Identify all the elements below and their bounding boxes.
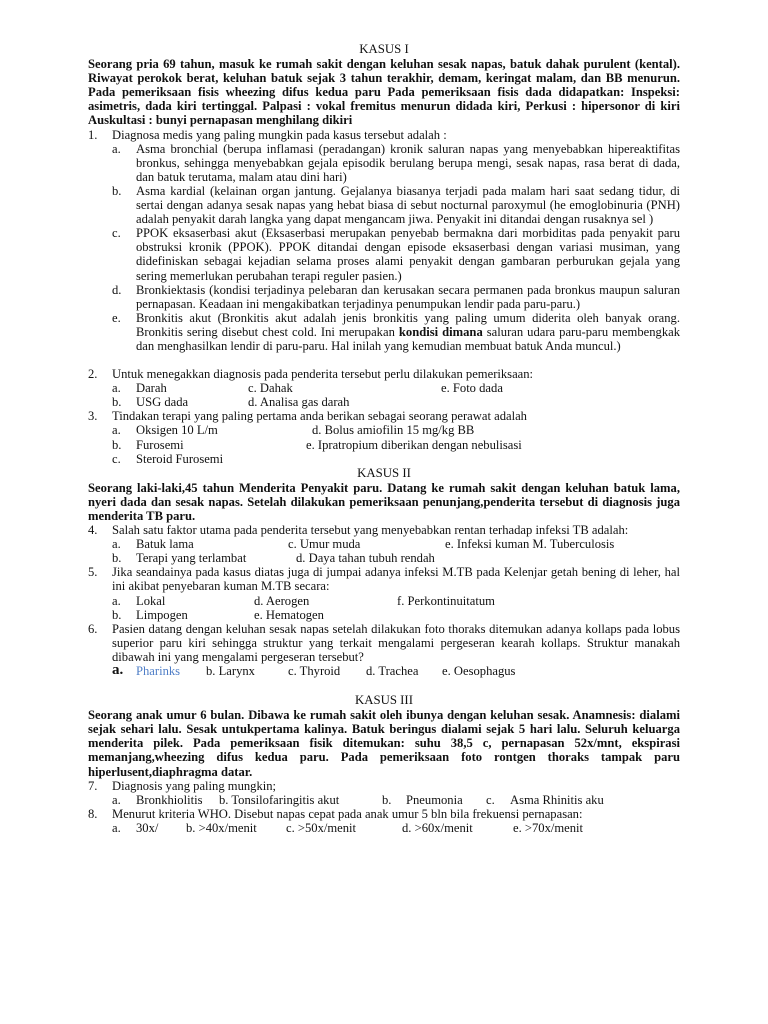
question-2: 2. Untuk menegakkan diagnosis pada penderita tersebut perlu dilakukan pemeriksaan: [88,367,680,381]
option-e: e. >70x/menit [513,820,584,835]
option-d: d. Analisa gas darah [248,395,350,410]
options-row: a. Pharinks b. Larynx c. Thyroid d. Trachea e. Oesophagus [112,662,516,679]
option-b: b. >40x/menit [186,820,257,835]
option-b: Terapi yang terlambat [136,551,247,566]
kasus-2-title: KASUS II [357,465,411,480]
option-a: Darah [136,381,167,396]
option-text: Bronkitis akut (Bronkitis akut adalah jenis bronkitis yang paling umum diderita oleh banyak orang. Bronkitis sering disebut chest cold. Ini merupakan kondisi dimana saluran udara paru-paru membengkak dan menghasilkan lendir di paru-paru. Hal inilah yang kemudian membuat batuk Anda muncul.) [136,310,680,353]
option-c: c. Thyroid [288,664,341,679]
options-row: b. Limpogen e. Hematogen [112,607,324,622]
question-8: 8. Menurut kriteria WHO. Disebut napas cepat pada anak umur 5 bln bila frekuensi pernapasan: [88,807,680,821]
option-d: d. Trachea [366,664,419,679]
option-text: Bronkiektasis (kondisi terjadinya pelebaran dan kerusakan secara permanen pada bronkus maupun saluran pernapasan. Keadaan ini mengakibatkan terjadinya penumpukan lendir pada paru-paru.) [136,282,680,311]
option-b: b. Larynx [206,664,255,679]
question-text: Tindakan terapi yang paling pertama anda berikan sebagai seorang perawat adalah [112,409,527,424]
question-1 [88,128,680,142]
question-5: 5. Jika seandainya pada kasus diatas juga di jumpai adanya infeksi M.TB pada Kelenjar getah bening di leher, hal ini akibat penyebaran kuman M.TB secara: [88,565,680,594]
question-text: Untuk menegakkan diagnosis pada penderita tersebut perlu dilakukan pemeriksaan: [112,367,534,382]
option-b2: Pneumonia [406,792,463,807]
kasus-1-title: KASUS I [359,42,409,56]
question-4: 4. Salah satu faktor utama pada penderita tersebut yang menyebabkan rentan terhadap infeksi TB adalah: [88,523,680,537]
option-a: Oksigen 10 L/m [136,423,218,438]
kasus-3-intro: Seorang anak umur 6 bulan. Dibawa ke rumah sakit oleh ibunya dengan keluhan sesak. Anamnesis: dialami sejak sehari lalu. Sesak untukpertama kalinya. Batuk beringus dialami sejak 5 hari lalu. Seluruh keluarga menderita pilek. Pada pemeriksaan fisik ditemukan: suhu 38,5 c, pernapasan 52x/mnt, ekspirasi memanjang,wheezing difus kedua paru. Pada pemeriksaan foto rontgen thoraks tampak paru hiperlusent,diaphragma datar. [88,708,680,779]
option-c: Steroid Furosemi [136,451,224,466]
options-row: a. Batuk lama c. Umur muda e. Infeksi kuman M. Tuberculosis [112,537,615,552]
document-page [88,42,680,835]
option-f: f. Perkontinuitatum [397,593,495,608]
options-row: a. Bronkhiolitis b. Tonsilofaringitis akut b. Pneumonia c. Asma Rhinitis aku [112,792,604,807]
question-text: Diagnosis yang paling mungkin; [112,778,277,793]
option-e: e. Infeksi kuman M. Tuberculosis [445,537,615,552]
option-c: c. >50x/menit [286,820,357,835]
question-6: 6. Pasien datang dengan keluhan sesak napas setelah dilakukan foto thoraks ditemukan adanya kollaps pada lobus superior paru kiri sehingga struktur yang terkait mengalami pergeseran kearah kollaps. Struktur manakah dibawah ini yang mengalami pergeseran tersebut? [88,621,680,664]
option-d: d. Aerogen [254,593,310,608]
question-text: Menurut kriteria WHO. Disebut napas cepat pada anak umur 5 bln bila frekuensi pernapasan: [112,806,583,821]
option-text: PPOK eksaserbasi akut (Eksaserbasi merupakan penyebab bermakna dari morbiditas pada penyakit paru obstruksi kronik (PPOK). PPOK ditandai dengan episode eksaserbasi dengan variasi musiman, yang didefiniskan sebagai kejadian selama proses alami penyakit dengan gambaran perburukan gejala yang sering memerlukan perubahan terapi reguler pasien.) [136,226,680,283]
option-e: e. Hematogen [254,607,324,622]
option-a: Pharinks [136,664,181,679]
question-text: Pasien datang dengan keluhan sesak napas setelah dilakukan foto thoraks ditemukan adanya kollaps pada lobus superior paru kiri sehingga struktur yang terkait mengalami pergeseran kearah kollaps. Struktur manakah dibawah ini yang mengalami pergeseran tersebut? [112,621,680,664]
option-a: Lokal [136,593,166,608]
option-1e: e. Bronkitis akut (Bronkitis akut adalah jenis bronkitis yang paling umum diderita oleh banyak orang. Bronkitis sering disebut chest cold. Ini merupakan kondisi dimana saluran udara paru-paru membengkak dan menghasilkan lendir di paru-paru. Hal inilah yang kemudian membuat batuk Anda muncul.) [112,310,680,353]
option-b: Limpogen [136,607,188,622]
options-row: b. Furosemi e. Ipratropium diberikan dengan nebulisasi [112,437,522,452]
option-e: e. Foto dada [441,381,503,396]
option-a: Bronkhiolitis [136,792,203,807]
options-row: c. Steroid Furosemi [112,451,224,466]
question-text: Jika seandainya pada kasus diatas juga di jumpai adanya infeksi M.TB pada Kelenjar getah bening di leher, hal ini akibat penyebaran kuman M.TB secara: [112,565,680,594]
option-e: e. Ipratropium diberikan dengan nebulisasi [306,437,522,452]
option-1c: c. PPOK eksaserbasi akut (Eksaserbasi merupakan penyebab bermakna dari morbiditas pada penyakit paru obstruksi kronik (PPOK). PPOK ditandai dengan episode eksaserbasi dengan variasi musiman, yang didefiniskan sebagai kejadian selama proses alami penyakit dengan gambaran perburukan gejala yang sering memerlukan perubahan terapi reguler pasien.) [112,226,680,283]
question-7: 7. Diagnosis yang paling mungkin; [88,779,680,793]
option-a: Batuk lama [136,537,194,552]
options-row: a. 30x/ b. >40x/menit c. >50x/menit d. >60x/menit e. >70x/menit [112,820,584,835]
options-row: b. USG dada d. Analisa gas darah [112,395,350,410]
option-c: Asma Rhinitis aku [510,792,604,807]
option-text: Asma kardial (kelainan organ jantung. Gejalanya biasanya terjadi pada malam hari saat sedang tidur, di sertai dengan adanya sesak napas yang hebat biasa di sebut nocturnal paroxymul (he emoglobinuria (PNH) adalah penyakit darah langka yang dapat mengancam jiwa. Penyakit ini ditandai dengan rusaknya sel ) [136,183,680,227]
option-b: b. Tonsilofaringitis akut [219,792,340,807]
option-a: 30x/ [136,820,159,835]
option-b: Furosemi [136,437,184,452]
kasus-2-intro: Seorang laki-laki,45 tahun Menderita Penyakit paru. Datang ke rumah sakit dengan keluhan batuk lama, nyeri dada dan sesak napas. Setelah dilakukan pemeriksaan penunjang,penderita tersebut di diagnosis juga menderita TB paru. [88,480,680,523]
question-3: 3. Tindakan terapi yang paling pertama anda berikan sebagai seorang perawat adalah [88,409,680,423]
options-row: a. Darah c. Dahak e. Foto dada [112,381,503,396]
option-d: d. Daya tahan tubuh rendah [296,551,435,566]
options-row: b. Terapi yang terlambat d. Daya tahan tubuh rendah [112,551,435,566]
question-text: Diagnosa medis yang paling mungkin pada kasus tersebut adalah : [112,127,447,142]
kasus-1-intro: Seorang pria 69 tahun, masuk ke rumah sakit dengan keluhan sesak napas, batuk dahak purulent (kental). Riwayat perokok berat, keluhan batuk sejak 3 tahun terakhir, demam, keringat malam, dan BB menurun. Pada pemeriksaan fisis wheezing difus kedua paru Pada pemeriksaan fisis dada didapatkan: Inspeksi: asimetris, dada kiri tertinggal. Palpasi : vokal fremitus menurun didada kiri, Perkusi : hipersonor di kiri Auskultasi : bunyi pernapasan menghilang dikiri [88,57,680,128]
option-1b: b. Asma kardial (kelainan organ jantung. Gejalanya biasanya terjadi pada malam hari saat sedang tidur, di sertai dengan adanya sesak napas yang hebat biasa di sebut nocturnal paroxymul (he emoglobinuria (PNH) adalah penyakit darah langka yang dapat mengancam jiwa. Penyakit ini ditandai dengan rusaknya sel ) [112,183,680,227]
option-e: e. Oesophagus [442,664,516,679]
option-d: d. >60x/menit [402,820,473,835]
kasus-3-title: KASUS III [355,693,413,708]
option-d: d. Bolus amiofilin 15 mg/kg BB [312,423,475,438]
option-1d: d. Bronkiektasis (kondisi terjadinya pelebaran dan kerusakan secara permanen pada bronkus maupun saluran pernapasan. Keadaan ini mengakibatkan terjadinya penumpukan lendir pada paru-paru.) [112,282,680,311]
options-row: a. Lokal d. Aerogen f. Perkontinuitatum [112,593,495,608]
option-c: c. Dahak [248,381,293,396]
option-text: Asma bronchial (berupa inflamasi (peradangan) kronik saluran napas yang menyebabkan hipereaktifitas bronkus, sehingga menyebabkan gejala episodik berulang berupa mengi, sesak napas, rasa berat di dada, dan batuk terutama, malam atau dini hari) [136,141,680,184]
options-row: a. Oksigen 10 L/m d. Bolus amiofilin 15 mg/kg BB [112,423,475,438]
question-number: 1. [88,127,98,142]
option-c: c. Umur muda [288,537,361,552]
question-text: Salah satu faktor utama pada penderita tersebut yang menyebabkan rentan terhadap infeksi TB adalah: [112,523,629,538]
option-1a: a. Asma bronchial (berupa inflamasi (peradangan) kronik saluran napas yang menyebabkan hipereaktifitas bronkus, sehingga menyebabkan gejala episodik berulang berupa mengi, sesak napas, rasa berat di dada, dan batuk terutama, malam atau dini hari) [112,141,680,184]
bold-phrase: kondisi dimana [398,324,483,339]
option-b: USG dada [136,395,189,410]
